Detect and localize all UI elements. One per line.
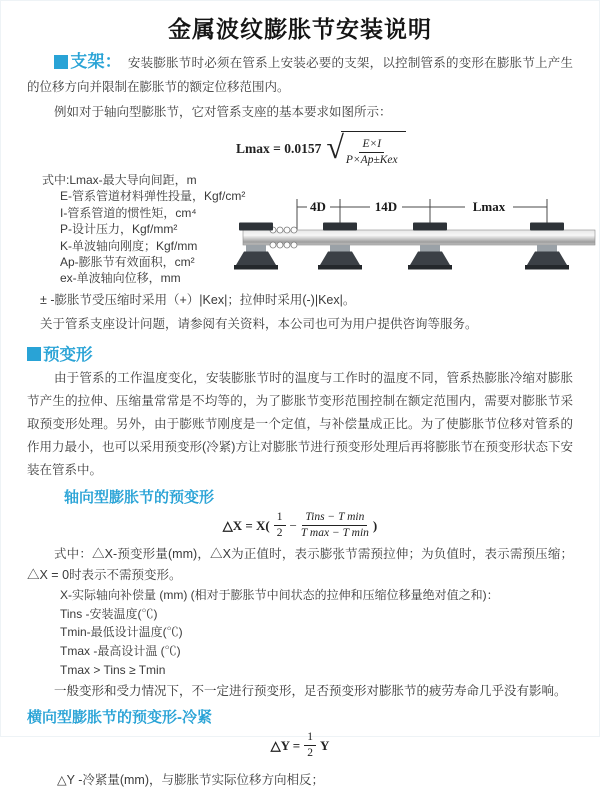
lmax-formula [236, 130, 600, 168]
lmax-formula-lhs: Lmax = 0.0157 [236, 141, 322, 156]
definition-line: K-单波轴向刚度；Kgf/mm [60, 238, 198, 253]
axial-subheading: 轴向型膨胀节的预变形 [64, 488, 215, 506]
axial-variable-list [60, 586, 600, 679]
page-title: 金属波纹膨胀节安装说明 [168, 16, 432, 42]
definition-line: I-管系管道的惯性矩，cm⁴ [60, 205, 197, 220]
lateral-formula-lhs: △Y = [270, 737, 301, 753]
minus-operator: − [289, 517, 297, 533]
fraction-denominator: 2 [307, 747, 313, 760]
plusminus-note: ± -膨胀节受压缩时采用（+）|Kex|；拉伸时采用(-)|Kex|。 [40, 292, 356, 307]
lmax-fraction [346, 138, 398, 167]
dim-label-lmax: Lmax [472, 199, 506, 214]
half-fraction [304, 731, 316, 760]
support-intro-text: 安装膨胀节时必须在管系上安装必要的支架，以控制管系的变形在膨胀节上产生的位移方向并限制在膨胀节的额定位移范围内。 [27, 56, 573, 94]
diagram-svg [243, 193, 595, 293]
axial-note: 一般变形和受力情况下，不一定进行预变形，足否预变形对膨胀节的疲劳寿命几乎没有影响。 [54, 684, 567, 699]
pipe-support [408, 223, 452, 270]
lateral-subheading: 横向型膨胀节的预变形-冷紧 [27, 709, 212, 727]
pipe-support [318, 223, 362, 270]
lateral-formula [0, 731, 600, 760]
preform-body-paragraph: 由于管系的工作温度变化，安装膨胀节时的温度与工作时的温度不同，管系热膨胀冷缩对膨胀节产生的拉伸、压缩量常常是不均等的，为了膨胀节变形范围控制在额定范围内，需要对膨胀节采取预变形处理。另外，由于膨账节刚度是一个定值，与补偿量成正比。为了使膨胀节位移对管系的作用力最小，也可以采用预变形(冷紧)方让对膨胀节进行预变形处理后再将膨胀节在预变形状态下安装在管系中。 [27, 370, 573, 477]
variable-line: Tmin-最低设计温度(℃) [60, 625, 183, 640]
definition-line: Ap-膨胀节有效面积，cm² [60, 255, 195, 270]
axial-formula-inner [223, 511, 378, 540]
definition-line: 式中:Lmax-最大导向间距，m [42, 173, 197, 187]
variable-line: Tmax > Tins ≥ Tmin [60, 662, 166, 677]
axial-explain-paragraph: 式中：△X-预变形量(mm)，△X为正值时，表示膨张节需预拉伸；为负值时，表示需预压缩；△X = 0时表示不需预变形。 [27, 547, 573, 582]
temperature-fraction [301, 511, 369, 540]
section-marker-icon [54, 55, 68, 69]
fraction-numerator: 1 [274, 511, 286, 526]
support-example-text: 例如对于轴向型膨胀节，它对管系支座的基本要求如图所示： [54, 105, 392, 119]
lmax-fraction-denominator: P×Ap±Kex [345, 154, 398, 166]
definition-line: P-设计压力，Kgf/mm² [60, 222, 178, 237]
dim-label-14d: 14D [374, 199, 398, 214]
lateral-note: △Y -冷紧量(mm)，与膨胀节实际位移方向相反； [57, 772, 325, 787]
pipe-support-spacing-diagram [243, 193, 595, 293]
definition-line: ex-单波轴向位移，mm [60, 271, 181, 286]
axial-formula-rhs: ) [372, 517, 378, 533]
lateral-formula-inner [271, 731, 330, 760]
lateral-formula-rhs: Y [319, 737, 330, 753]
radical-body [341, 131, 406, 167]
preform-section-heading [27, 341, 600, 365]
fraction-numerator: 1 [304, 731, 316, 746]
preform-heading-text: 预变形 [43, 345, 93, 364]
axial-formula-lhs: △X = X( [222, 517, 270, 533]
lmax-fraction-numerator: E×I [359, 138, 384, 153]
radical-sign: √ [326, 129, 344, 165]
dim-label-4d: 4D [310, 199, 326, 214]
variable-line: Tins -安装温度(℃) [60, 606, 158, 621]
support-section-label: 支架： [70, 52, 122, 71]
support-intro-paragraph [27, 50, 573, 99]
definition-line: E-管系管道材料弹性投量，Kgf/cm² [60, 189, 246, 204]
fraction-numerator: Tins − T min [302, 511, 367, 526]
section-marker-icon [27, 347, 41, 361]
fraction-denominator: T max − T min [300, 527, 369, 540]
pipe-support [525, 223, 569, 270]
half-fraction [274, 511, 286, 540]
axial-formula [0, 511, 600, 540]
fraction-denominator: 2 [276, 527, 283, 540]
variable-line: Tmax -最高设计温 (℃) [60, 644, 181, 659]
variable-line: X-实际轴向补偿量 (mm) (相对于膨胀节中间状态的拉伸和压缩位移量绝对值之和)： [60, 588, 499, 603]
service-note: 关于管系支座设计问题，请参阅有关资料，本公司也可为用户提供咨询等服务。 [40, 316, 478, 331]
